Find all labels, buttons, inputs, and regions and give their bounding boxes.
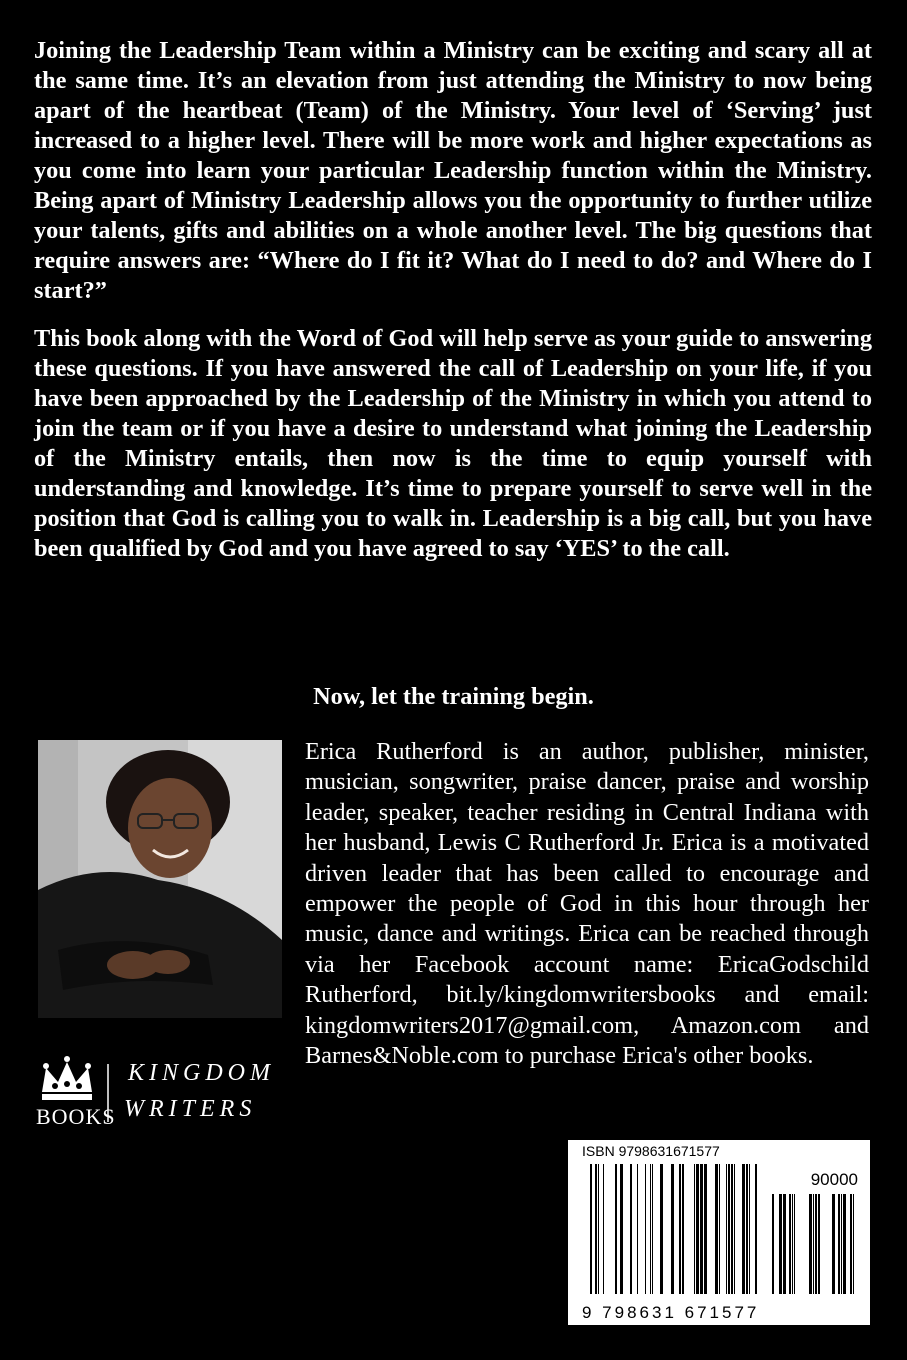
publisher-name-line-1: KINGDOM (128, 1060, 275, 1086)
closing-line: Now, let the training begin. (313, 683, 594, 710)
publisher-name-line-2: WRITERS (124, 1096, 257, 1122)
isbn-barcode (568, 1140, 870, 1325)
author-bio: Erica Rutherford is an author, publisher, minister, musician, songwriter, praise dancer, praise and worship leader, speaker, teacher residing in Central Indiana with her husband, Lewis C Rutherford Jr. Erica is a motivated driven leader that has been called to encourage and empower the people of God in this hour through her music, dance and writings. Erica can be reached through via her Facebook account name: EricaGodschild Rutherford, bit.ly/kingdomwritersbooks and email: kingdomwriters2017@gmail.com, Amazon.com and Barnes&Noble.com to purchase Erica's other books. (305, 738, 869, 1070)
author-photo-illustration (38, 740, 282, 1018)
price-code: 90000 (810, 1170, 858, 1189)
back-cover-blurb (34, 36, 872, 582)
publisher-logo (32, 1052, 292, 1132)
price-barcode-bars (772, 1194, 856, 1294)
barcode-digits: 9 798631 671577 (582, 1303, 760, 1322)
author-photo (38, 740, 282, 1018)
blurb-paragraph-2: This book along with the Word of God will help serve as your guide to answering these questions. If you have answered the call of Leadership on your life, if you have been approached by the Leadership of the Ministry in which you attend to join the team or if you have a desire to understand what joining the Leadership of the Ministry entails, then now is the time to equip yourself with understanding and knowledge. It’s time to prepare yourself to serve well in the position that God is calling you to walk in. Leadership is a big call, but you have been qualified by God and you have agreed to say ‘YES’ to the call. (34, 325, 872, 562)
blurb-paragraph-1: Joining the Leadership Team within a Ministry can be exciting and scary all at the same time. It’s an elevation from just attending the Ministry to now being apart of the heartbeat (Team) of the Ministry. Your level of ‘Serving’ just increased to a higher level. There will be more work and higher expectations as you come into learn your particular Leadership function within the Ministry. Being apart of Ministry Leadership allows you the opportunity to further utilize your talents, gifts and abilities on a whole another level. The big questions that require answers are: “Where do I fit it? What do I need to do? and Where do I start?” (34, 37, 872, 304)
isbn-label: ISBN 9798631671577 (582, 1143, 720, 1159)
publisher-imprint: BOOKS (36, 1104, 116, 1129)
barcode-bars (590, 1164, 760, 1294)
